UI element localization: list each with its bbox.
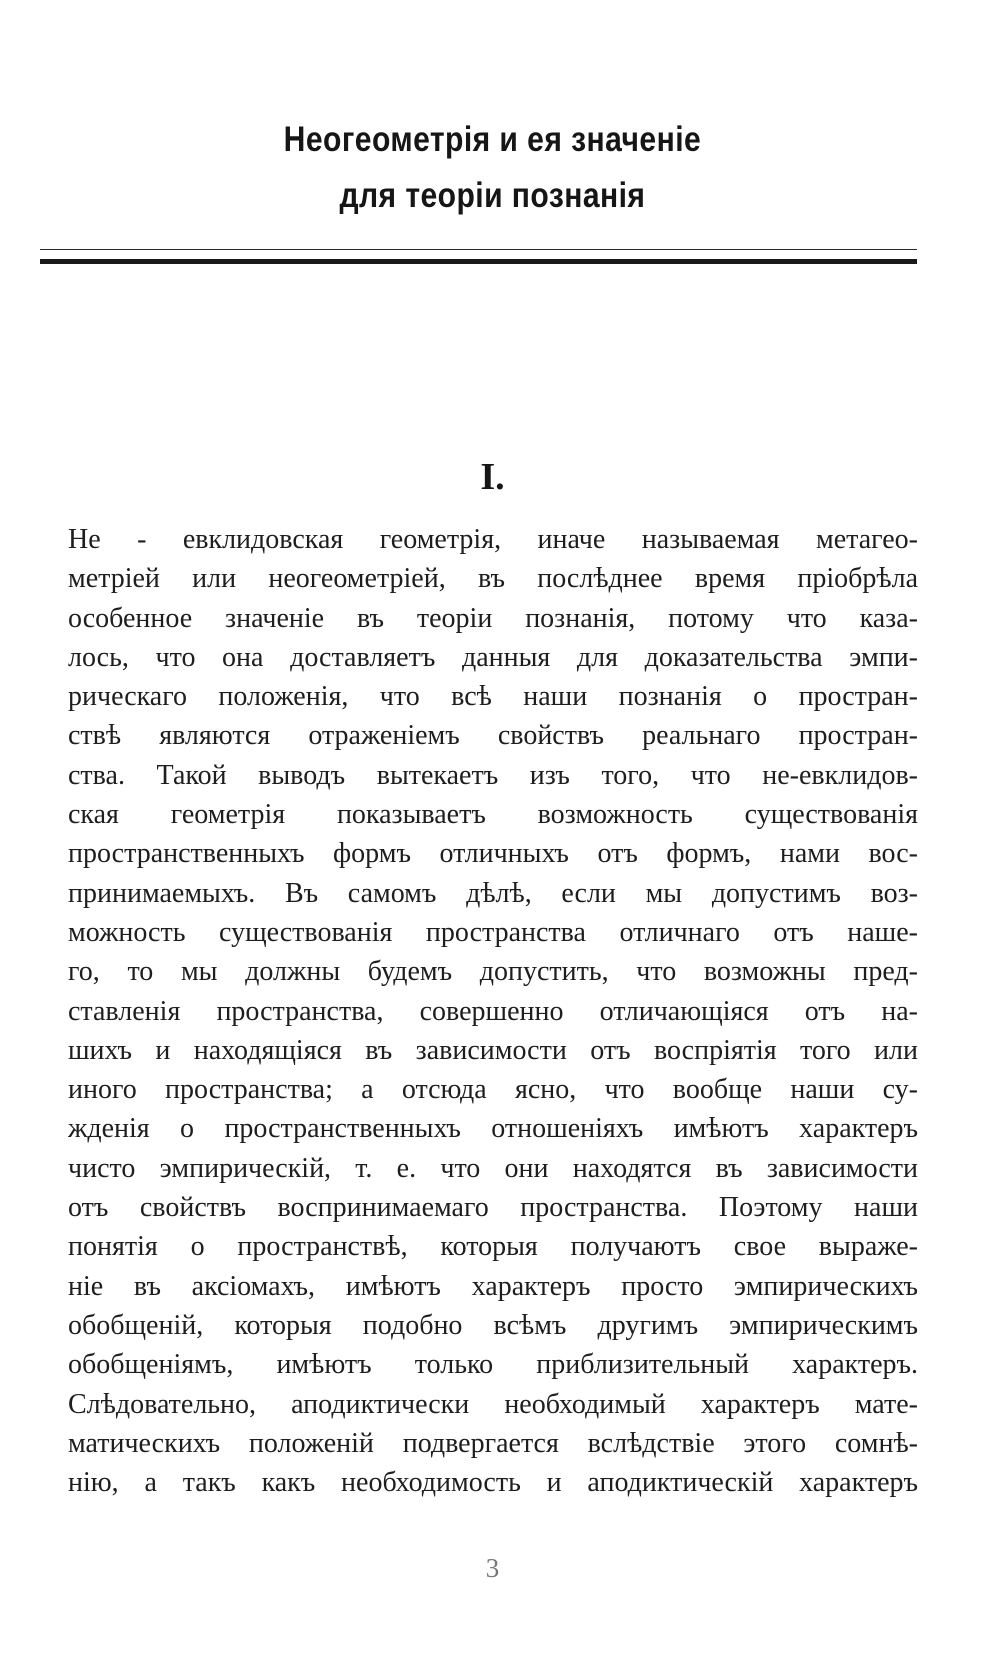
chapter-title-line-2: для теоріи познанія (339, 176, 646, 215)
text-line: ства. Такой выводъ вытекаетъ изъ того, что не-евклидов- (68, 759, 918, 791)
text-line: можность существованія пространства отличнаго отъ наше- (68, 916, 918, 948)
text-line: Слѣдовательно, аподиктически необходимый характеръ мате- (68, 1388, 918, 1420)
text-line: особенное значеніе въ теоріи познанія, потому что каза- (68, 602, 918, 634)
text-line: пространственныхъ формъ отличныхъ отъ формъ, нами вос- (68, 838, 918, 870)
text-line: ствѣ являются отраженіемъ свойствъ реальнаго простран- (68, 720, 918, 752)
text-line: отъ свойствъ воспринимаемаго пространства. Поэтому наши (68, 1192, 918, 1224)
title-divider-thick (40, 259, 917, 264)
text-line: Не - евклидовская геометрія, иначе называемая метагео- (68, 524, 918, 555)
text-line: жденія о пространственныхъ отношеніяхъ имѣютъ характеръ (68, 1113, 918, 1145)
text-line: обобщеній, которыя подобно всѣмъ другимъ эмпирическимъ (68, 1309, 918, 1341)
title-divider-thin (40, 249, 917, 250)
body-paragraph (68, 520, 918, 1502)
text-line: иного пространства; а отсюда ясно, что вообще наши су- (68, 1074, 918, 1106)
text-line: рическаго положенія, что всѣ наши познанія о простран- (68, 681, 918, 713)
section-number: I. (480, 456, 505, 498)
text-line: чисто эмпирическій, т. е. что они находятся въ зависимости (68, 1152, 918, 1184)
text-line: понятія о пространствѣ, которыя получаютъ свое выраже- (68, 1231, 918, 1263)
text-line: ніе въ аксіомахъ, имѣютъ характеръ просто эмпирическихъ (68, 1270, 918, 1302)
chapter-title-line-1: Неогеометрія и ея значеніе (283, 120, 702, 159)
text-line: обобщеніямъ, имѣютъ только приблизительный характеръ. (68, 1349, 918, 1381)
text-line: матическихъ положеній подвергается вслѣдствіе этого сомнѣ- (68, 1427, 918, 1459)
chapter-title (69, 112, 916, 224)
page-number: 3 (485, 1553, 500, 1583)
text-line: принимаемыхъ. Въ самомъ дѣлѣ, если мы допустимъ воз- (68, 877, 918, 909)
text-line: лось, что она доставляетъ данныя для доказательства эмпи- (68, 641, 918, 673)
text-line: го, то мы должны будемъ допустить, что возможны пред- (68, 956, 918, 988)
text-line: метріей или неогеометріей, въ послѣднее время пріобрѣла (68, 563, 918, 595)
text-line: ская геометрія показываетъ возможность существованія (68, 799, 918, 831)
text-line: ставленія пространства, совершенно отличающіяся отъ на- (68, 995, 918, 1027)
text-line: нію, а такъ какъ необходимость и аподиктическій характеръ (68, 1467, 918, 1499)
text-line: шихъ и находящіяся въ зависимости отъ воспріятія того или (68, 1034, 918, 1066)
